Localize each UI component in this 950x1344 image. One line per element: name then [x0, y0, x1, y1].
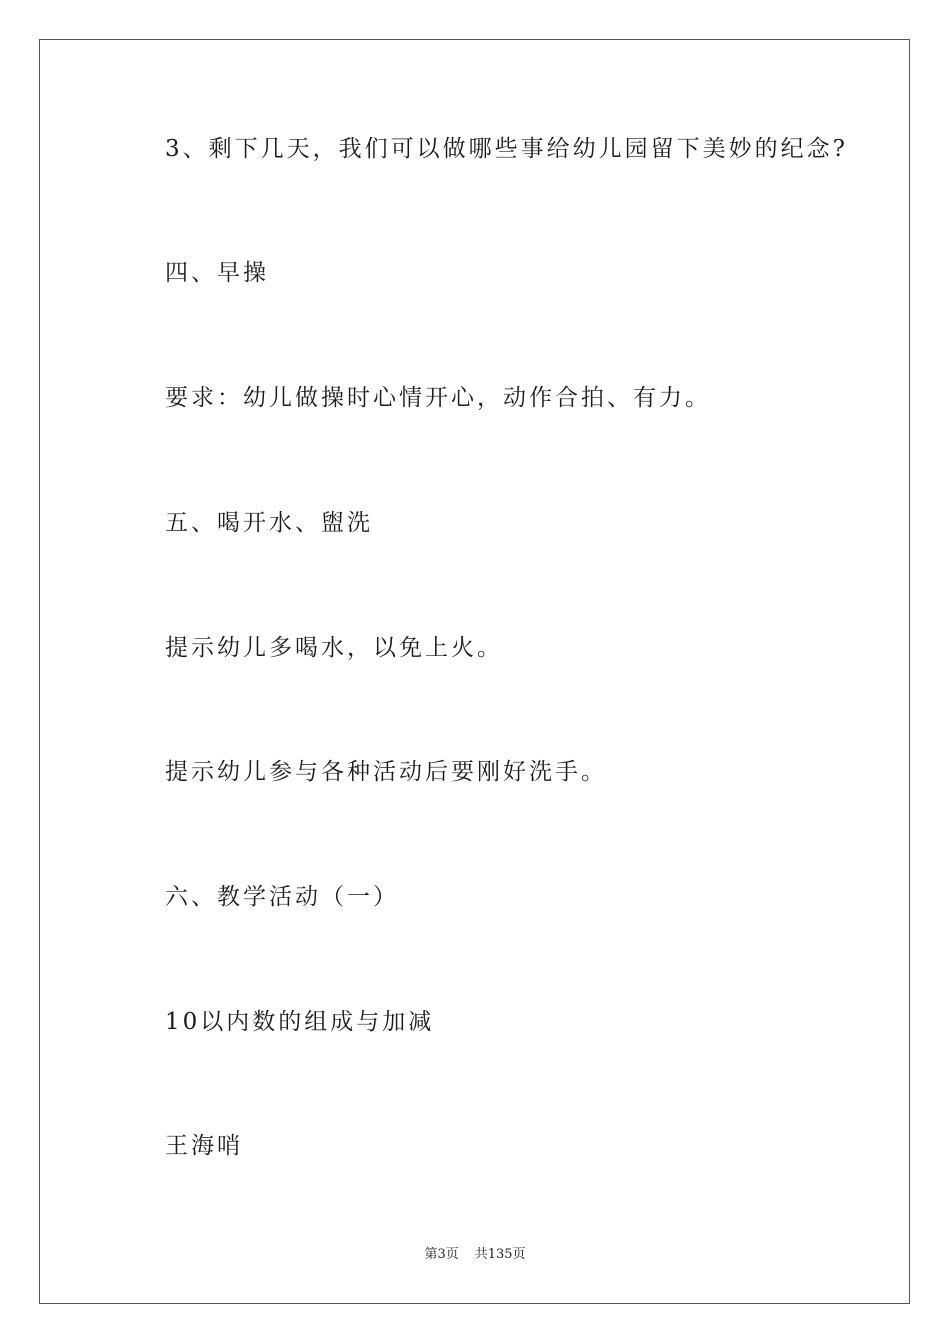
page-footer: [0, 1246, 950, 1264]
text-line-exercise-requirement: 要求：幼儿做操时心情开心，动作合拍、有力。: [165, 385, 711, 411]
section-heading-teaching-activity: 六、教学活动（一）: [165, 884, 399, 910]
text-line-author: 王海哨: [165, 1133, 243, 1159]
section-heading-morning-exercise: 四、早操: [165, 260, 269, 286]
page-border: [39, 39, 910, 1304]
page-total: 共135页: [474, 1247, 526, 1262]
text-line-wash-hands: 提示幼儿参与各种活动后要刚好洗手。: [165, 759, 607, 785]
text-line-activity-topic: 10以内数的组成与加减: [165, 1009, 435, 1035]
page-number: 第3页: [424, 1247, 459, 1262]
text-line-item-3: 3、剩下几天，我们可以做哪些事给幼儿园留下美妙的纪念?: [165, 136, 848, 162]
section-heading-drinking-washing: 五、喝开水、盥洗: [165, 510, 373, 536]
text-line-drink-water: 提示幼儿多喝水，以免上火。: [165, 635, 503, 661]
